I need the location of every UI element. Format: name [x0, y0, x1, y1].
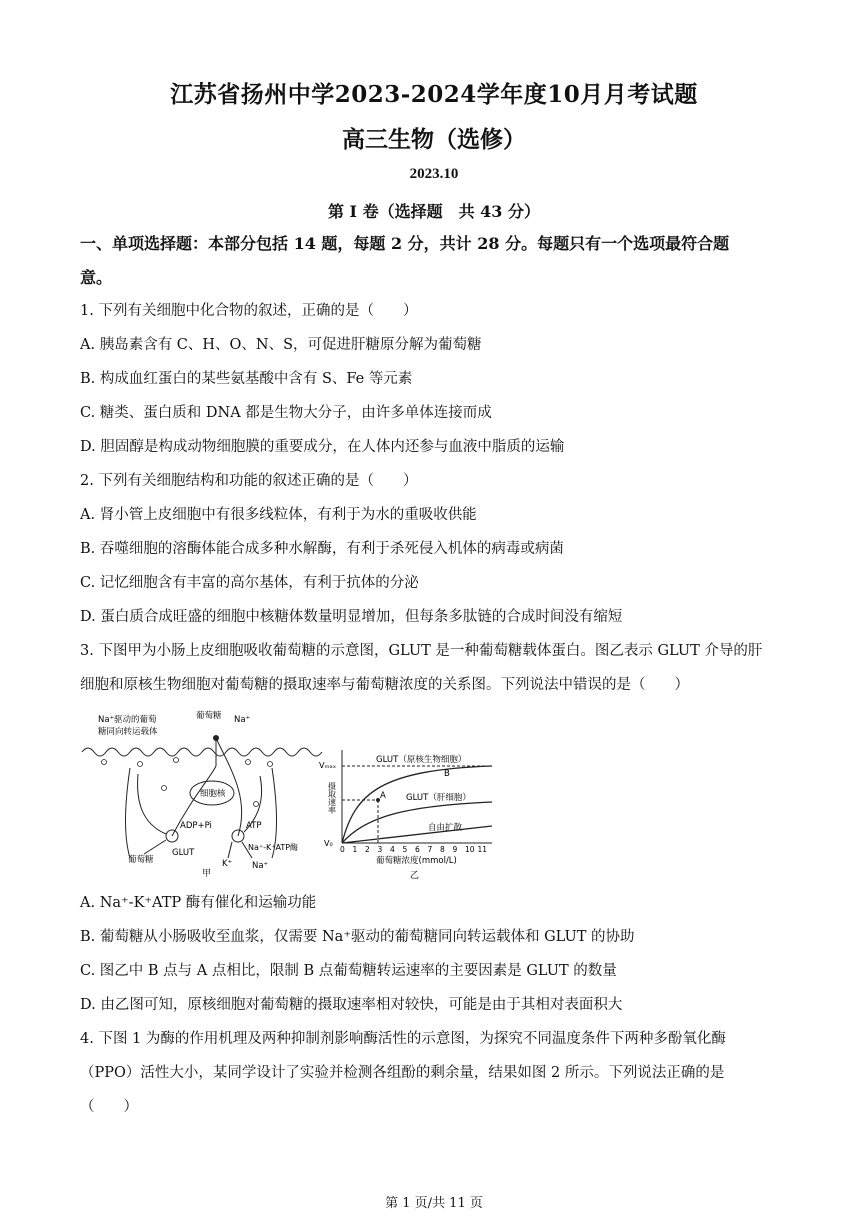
- y-axis-label: 摄取速率: [327, 782, 337, 814]
- section-heading-line1: 一、单项选择题：本部分包括 14 题，每题 2 分，共计 28 分。每题只有一个选项最符合题: [80, 234, 730, 253]
- q3-figure: [80, 708, 500, 884]
- carrier-junction: [213, 735, 219, 741]
- x-tick-label: 5: [402, 845, 408, 854]
- q4-stem-line2: （PPO）活性大小，某同学设计了实验并检测各组酚的剩余量，结果如图 2 所示。下列说法正确的是: [80, 1065, 725, 1081]
- label-glucose-top: 葡萄糖: [196, 711, 222, 721]
- glucose-exit-arrow: [144, 840, 166, 854]
- point-b-label: B: [444, 769, 450, 779]
- q4-stem-line1: 4. 下图 1 为酶的作用机理及两种抑制剂影响酶活性的示意图，为探究不同温度条件下两种多酚氧化酶: [80, 1031, 726, 1047]
- exam-date: 2023.10: [409, 166, 459, 182]
- caption-jia: 甲: [202, 869, 212, 879]
- q1-option-d: D. 胆固醇是构成动物细胞膜的重要成分，在人体内还参与血液中脂质的运输: [80, 439, 565, 455]
- label-adp: ADP+Pi: [180, 821, 212, 831]
- x-axis-label: 葡萄糖浓度(mmol/L): [376, 856, 457, 866]
- q1-stem: 1. 下列有关细胞中化合物的叙述，正确的是（ ）: [80, 303, 418, 319]
- label-nucleus: 细胞核: [200, 789, 226, 799]
- x-tick-label: 7: [427, 845, 433, 854]
- label-k: K⁺: [222, 859, 233, 869]
- q4-stem-line3: （ ）: [80, 1099, 138, 1115]
- x-tick-label: 2: [365, 845, 370, 854]
- x-tick-label: 4: [390, 845, 395, 854]
- q3-option-b: B. 葡萄糖从小肠吸收至血浆，仅需要 Na⁺驱动的葡萄糖同向转运载体和 GLUT 的协助: [80, 929, 635, 945]
- q3-stem-line2: 细胞和原核生物细胞对葡萄糖的摄取速率与葡萄糖浓度的关系图。下列说法中错误的是（ ）: [80, 677, 689, 693]
- curve3-label: 自由扩散: [428, 823, 463, 833]
- q3-figure-svg: [80, 708, 500, 884]
- q2-stem: 2. 下列有关细胞结构和功能的叙述正确的是（ ）: [80, 473, 418, 489]
- curve2-label: GLUT（肝细胞）: [406, 793, 471, 803]
- page-footer: 第 1 页/共 11 页: [385, 1196, 483, 1211]
- q1-option-a: A. 胰岛素含有 C、H、O、N、S，可促进肝糖原分解为葡萄糖: [80, 337, 482, 353]
- curve-prokaryote: [342, 766, 492, 843]
- q2-option-a: A. 肾小管上皮细胞中有很多线粒体，有利于为水的重吸收供能: [80, 507, 477, 523]
- q1-option-b: B. 构成血红蛋白的某些氨基酸中含有 S、Fe 等元素: [80, 371, 413, 387]
- point-a-label: A: [380, 791, 386, 801]
- x-tick-label: 8: [440, 845, 445, 854]
- q3-option-a: A. Na⁺-K⁺ATP 酶有催化和运输功能: [80, 895, 317, 911]
- x-tick-label: 6: [415, 845, 420, 854]
- label-carrier-1: Na⁺驱动的葡萄: [98, 715, 157, 725]
- x-tick-label: 11: [477, 845, 488, 854]
- x-tick-label: 3: [377, 845, 383, 854]
- x-tick-label: 1: [352, 845, 358, 854]
- exam-subtitle: 高三生物（选修）: [342, 126, 526, 153]
- x-tick-labels: [340, 845, 487, 854]
- x-tick-label: 10: [465, 845, 475, 854]
- curve1-label: GLUT（原核生物细胞）: [376, 755, 467, 765]
- q1-option-c: C. 糖类、蛋白质和 DNA 都是生物大分子，由许多单体连接而成: [80, 405, 492, 421]
- label-pump: Na⁺-K⁺ATP酶: [248, 843, 299, 852]
- villi-dots: [102, 758, 273, 807]
- cell-left-wall: [126, 768, 131, 858]
- curve-diffusion: [342, 826, 492, 843]
- x-tick-label: 9: [452, 845, 458, 854]
- volume-heading: 第 I 卷（选择题 共 43 分）: [327, 202, 541, 221]
- caption-yi: 乙: [410, 871, 420, 881]
- label-carrier-2: 糖同向转运载体: [98, 727, 158, 737]
- exam-title: 江苏省扬州中学2023-2024学年度10月月考试题: [170, 81, 698, 108]
- q3-option-c: C. 图乙中 B 点与 A 点相比，限制 B 点葡萄糖转运速率的主要因素是 GLUT 的数量: [80, 963, 617, 979]
- label-na-top: Na⁺: [234, 715, 251, 725]
- q2-option-d: D. 蛋白质合成旺盛的细胞中核糖体数量明显增加，但每条多肽链的合成时间没有缩短: [80, 609, 623, 625]
- y-v0-label: V₀: [324, 839, 333, 848]
- atpase-pump: [232, 830, 244, 842]
- x-tick-label: 0: [340, 845, 345, 854]
- q2-option-c: C. 记忆细胞含有丰富的高尔基体，有利于抗体的分泌: [80, 575, 419, 591]
- q3-stem-line1: 3. 下图甲为小肠上皮细胞吸收葡萄糖的示意图，GLUT 是一种葡萄糖载体蛋白。图乙表示 GLUT 介导的肝: [80, 643, 763, 659]
- curve-liver: [342, 802, 492, 843]
- k-entry-arrow: [228, 842, 232, 858]
- y-vmax-label: Vₘₐₓ: [319, 761, 337, 770]
- label-glut: GLUT: [172, 848, 195, 858]
- microvilli-membrane: [82, 748, 322, 756]
- left-flow-arrow: [138, 774, 166, 834]
- label-atp: ATP: [246, 821, 262, 831]
- label-glucose-bottom: 葡萄糖: [128, 855, 154, 865]
- q2-option-b: B. 吞噬细胞的溶酶体能合成多种水解酶，有利于杀死侵入机体的病毒或病菌: [80, 541, 564, 557]
- label-na-bottom: Na⁺: [252, 861, 269, 871]
- q3-option-d: D. 由乙图可知，原核细胞对葡萄糖的摄取速率相对较快，可能是由于其相对表面积大: [80, 997, 623, 1013]
- section-heading-line2: 意。: [80, 268, 113, 287]
- na-path: [216, 738, 242, 836]
